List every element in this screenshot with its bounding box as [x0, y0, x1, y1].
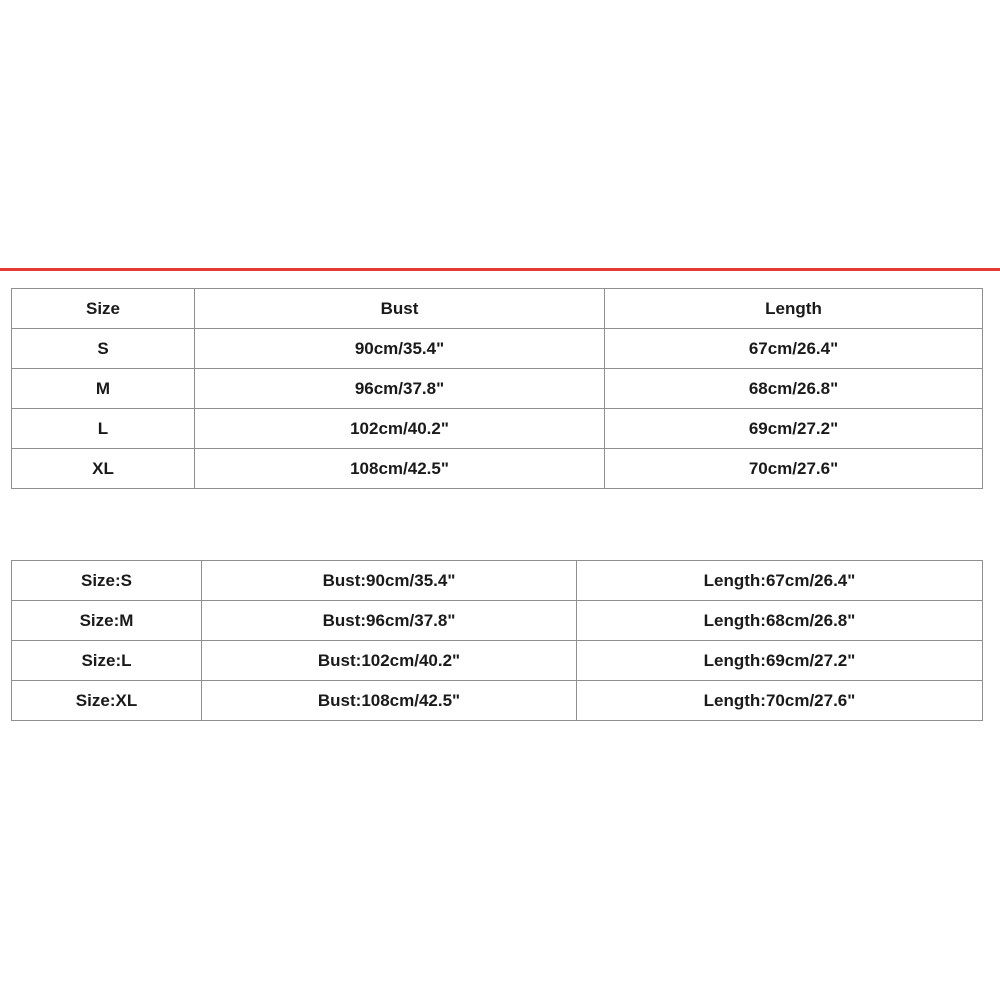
size-chart-table — [11, 288, 983, 489]
size-cell: Size:M — [12, 601, 202, 641]
size-cell: Size:L — [12, 641, 202, 681]
table-header-row — [12, 289, 983, 329]
table-row — [12, 449, 983, 489]
table-row — [12, 641, 983, 681]
bust-cell: Bust:102cm/40.2" — [202, 641, 577, 681]
length-cell: Length:69cm/27.2" — [577, 641, 983, 681]
length-cell: Length:68cm/26.8" — [577, 601, 983, 641]
table-row — [12, 561, 983, 601]
size-cell: M — [12, 369, 195, 409]
size-cell: XL — [12, 449, 195, 489]
length-cell: Length:70cm/27.6" — [577, 681, 983, 721]
bust-cell: Bust:108cm/42.5" — [202, 681, 577, 721]
length-cell: 67cm/26.4" — [605, 329, 983, 369]
size-summary-table — [11, 560, 983, 721]
length-cell: Length:67cm/26.4" — [577, 561, 983, 601]
header-length: Length — [605, 289, 983, 329]
bust-cell: 90cm/35.4" — [195, 329, 605, 369]
bust-cell: 96cm/37.8" — [195, 369, 605, 409]
bust-cell: Bust:96cm/37.8" — [202, 601, 577, 641]
size-cell: Size:XL — [12, 681, 202, 721]
length-cell: 68cm/26.8" — [605, 369, 983, 409]
table-row — [12, 369, 983, 409]
length-cell: 70cm/27.6" — [605, 449, 983, 489]
size-cell: S — [12, 329, 195, 369]
bust-cell: 102cm/40.2" — [195, 409, 605, 449]
header-bust: Bust — [195, 289, 605, 329]
table-row — [12, 409, 983, 449]
size-cell: Size:S — [12, 561, 202, 601]
red-separator-line — [0, 268, 1000, 271]
length-cell: 69cm/27.2" — [605, 409, 983, 449]
table-row — [12, 601, 983, 641]
table-row — [12, 329, 983, 369]
bust-cell: 108cm/42.5" — [195, 449, 605, 489]
header-size: Size — [12, 289, 195, 329]
table-row — [12, 681, 983, 721]
bust-cell: Bust:90cm/35.4" — [202, 561, 577, 601]
size-cell: L — [12, 409, 195, 449]
